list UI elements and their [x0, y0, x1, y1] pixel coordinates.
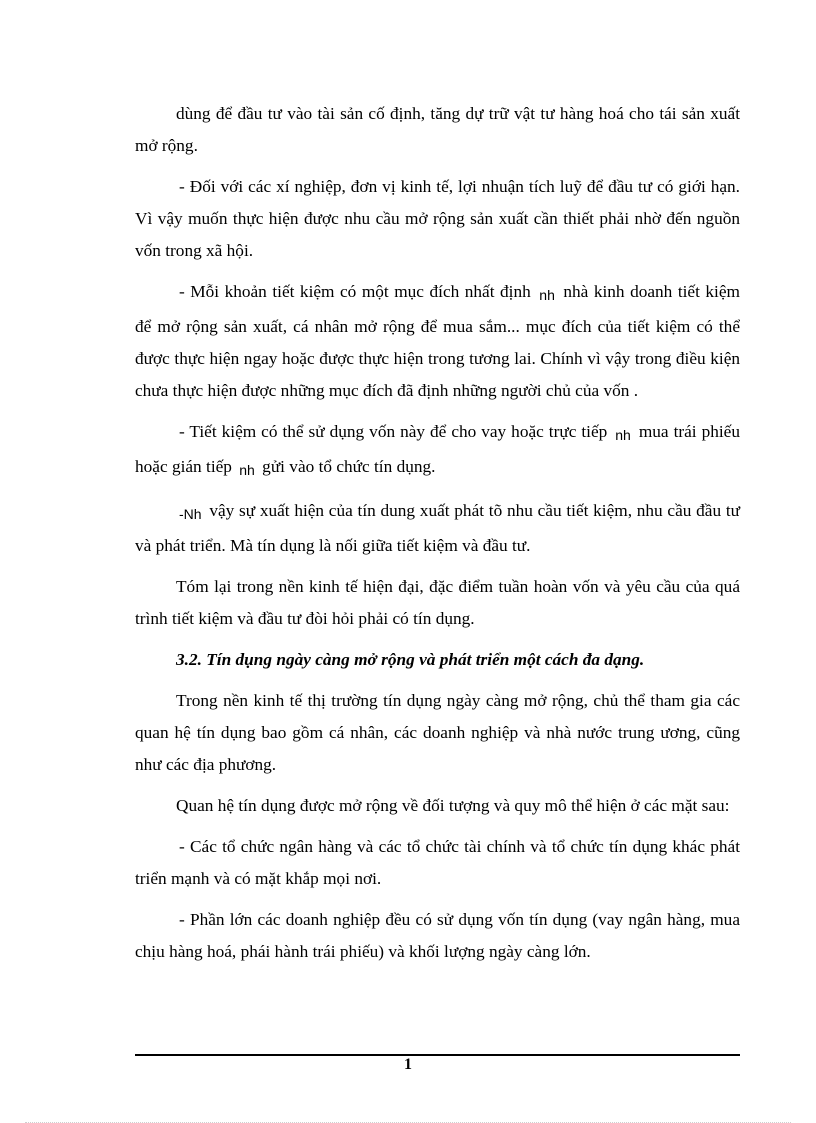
nh-fragment: nh — [239, 462, 255, 478]
paragraph-text: nhà kinh doanh tiết kiệm để mở rộng sản xuất, cá nhân mở rộng để mua sắm... mục đích của tiết kiệm có thể được thực hiện ngay hoặc được thực hiện trong tương lai. Chính vì vậy trong điều kiện chưa thực hiện được những mục đích đã định những người chủ của vốn . — [135, 282, 740, 400]
paragraph: Trong nền kinh tế thị trường tín dụng ngày càng mở rộng, chủ thể tham gia các quan hệ tín dụng bao gồm cá nhân, các doanh nghiệp và nhà nước trung ương, cũng như các địa phương. — [135, 691, 740, 774]
paragraph — [135, 416, 740, 486]
paragraph: - Đối với các xí nghiệp, đơn vị kinh tế, lợi nhuận tích luỹ để đầu tư có giới hạn. Vì vậy muốn thực hiện được nhu cầu mở rộng sản xuất cần thiết phải nhờ đến nguồn vốn trong xã hội. — [135, 177, 740, 260]
document-body — [135, 98, 740, 977]
page-number: 1 — [404, 1056, 412, 1073]
nh-fragment: nh — [539, 287, 555, 303]
paragraph: dùng để đầu tư vào tài sản cố định, tăng dự trữ vật tư hàng hoá cho tái sản xuất mở rộng. — [135, 104, 740, 155]
nh-fragment: -Nh — [179, 506, 202, 522]
paragraph: - Các tổ chức ngân hàng và các tổ chức tài chính và tổ chức tín dụng khác phát triển mạnh và có mặt khắp mọi nơi. — [135, 837, 740, 888]
paragraph — [135, 276, 740, 407]
paragraph-text: vậy sự xuất hiện của tín dung xuất phát tõ nhu cầu tiết kiệm, nhu cầu đầu tư và phát triển. Mà tín dụng là nối giữa tiết kiệm và đầu tư. — [135, 501, 740, 555]
paragraph: Tóm lại trong nền kinh tế hiện đại, đặc điểm tuần hoàn vốn và yêu cầu của quá trình tiết kiệm và đầu tư đòi hỏi phải có tín dụng. — [135, 577, 740, 628]
paragraph — [135, 495, 740, 562]
section-heading: 3.2. Tín dụng ngày càng mở rộng và phát triển một cách đa dạng. — [176, 650, 645, 669]
paragraph-text: gửi vào tổ chức tín dụng. — [262, 457, 436, 476]
paragraph-text: - Mỗi khoản tiết kiệm có một mục đích nhất định — [179, 282, 531, 301]
paragraph: Quan hệ tín dụng được mở rộng về đối tượng và quy mô thể hiện ở các mặt sau: — [176, 796, 730, 815]
nh-fragment: nh — [615, 427, 631, 443]
paragraph-text: mua trái phiếu hoặc gián tiếp — [135, 422, 740, 476]
paragraph: - Phần lớn các doanh nghiệp đều có sử dụng vốn tín dụng (vay ngân hàng, mua chịu hàng hoá, phái hành trái phiếu) và khối lượng ngày càng lớn. — [135, 910, 740, 961]
paragraph-text: - Tiết kiệm có thể sử dụng vốn này để cho vay hoặc trực tiếp — [179, 422, 608, 441]
